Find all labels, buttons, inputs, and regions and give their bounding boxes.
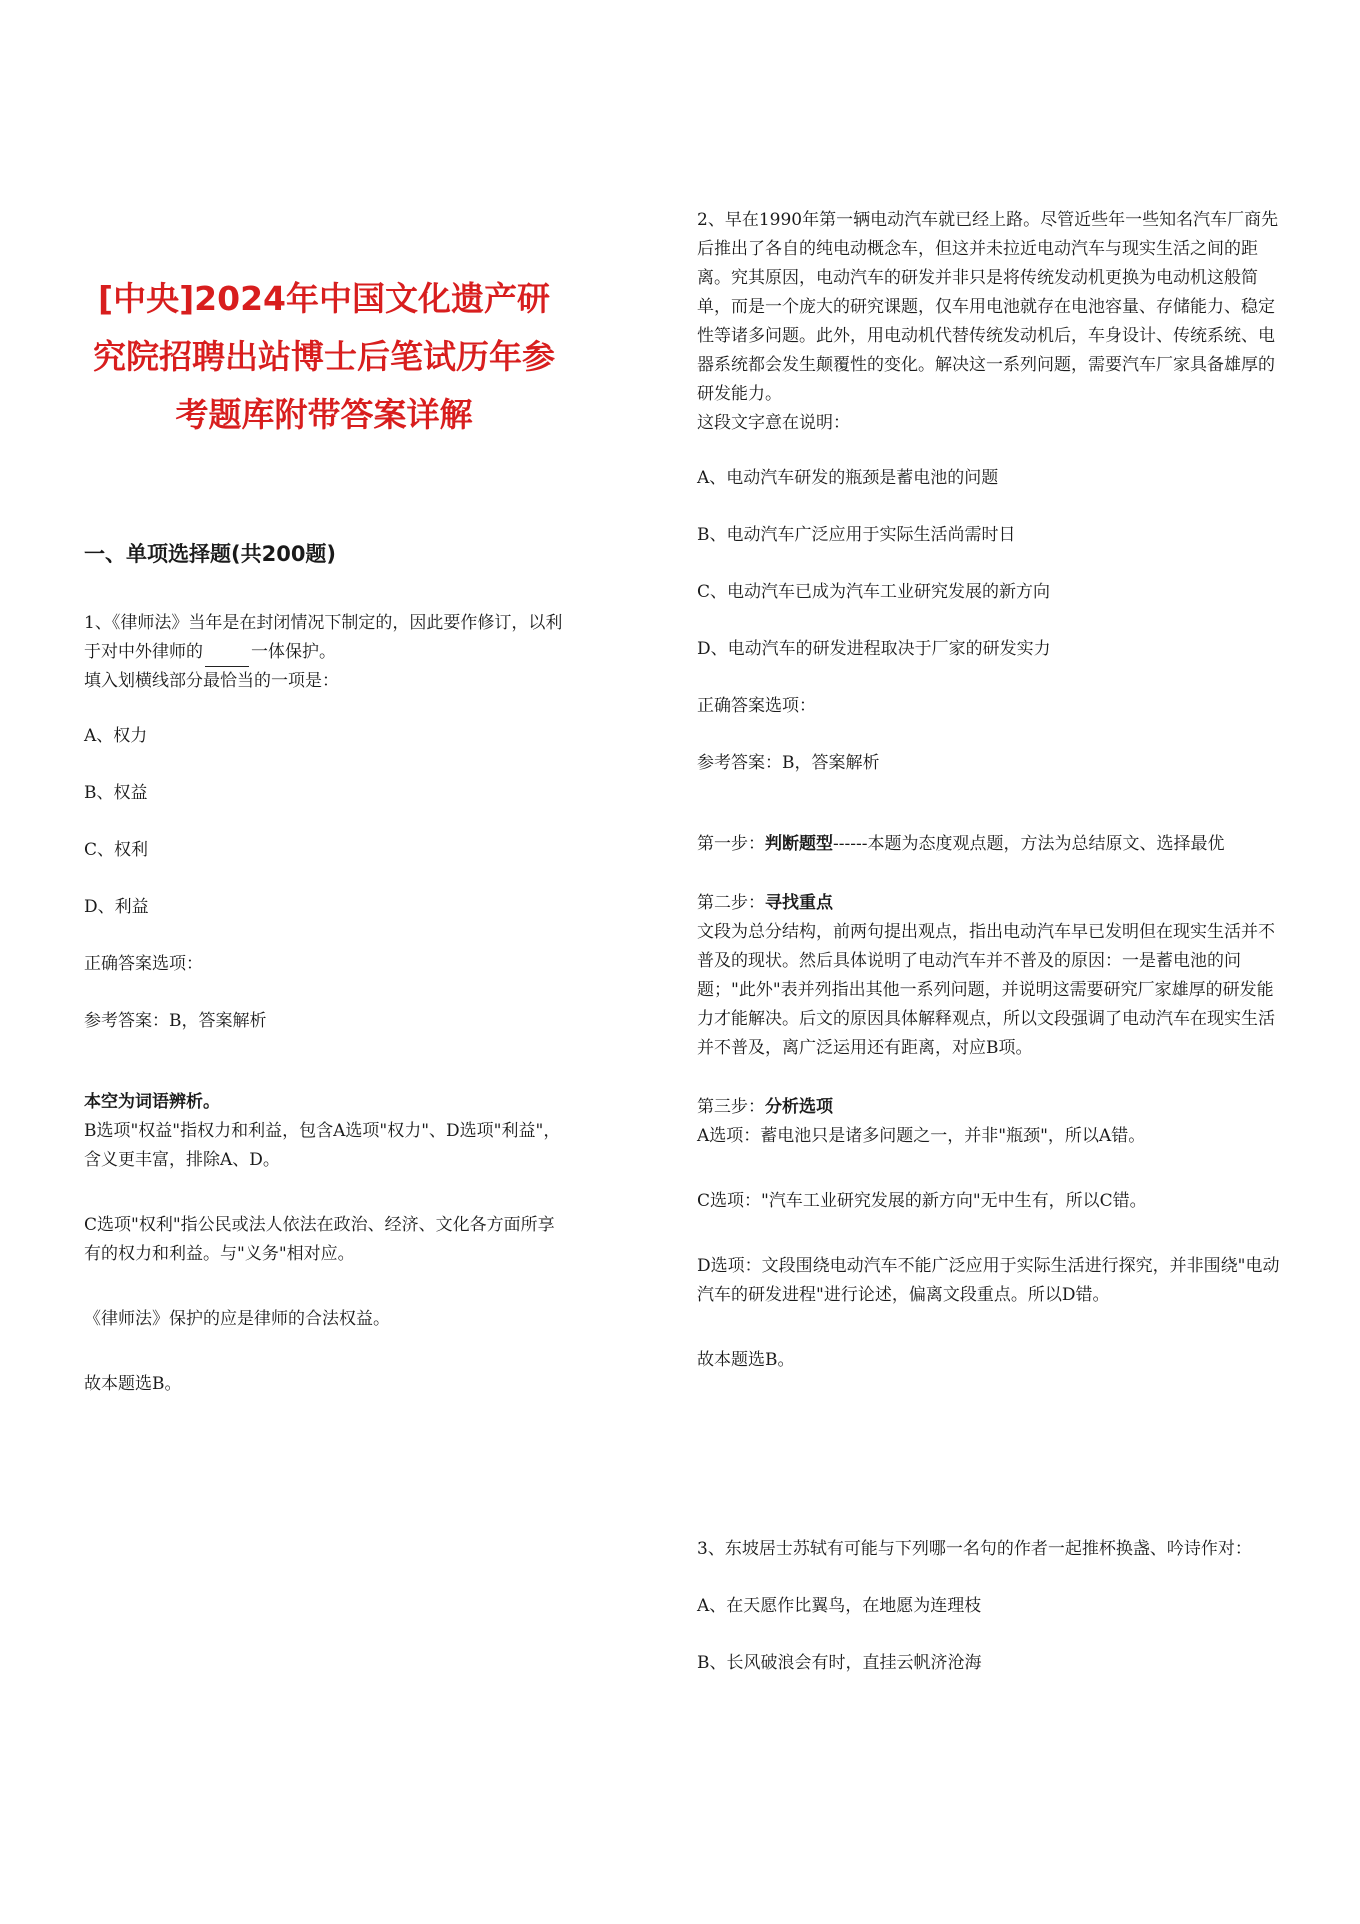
q2-step1-text: ------本题为态度观点题，方法为总结原文、选择最优 — [833, 834, 1225, 854]
q2-conclusion: 故本题选B。 — [697, 1350, 795, 1370]
q1-stem-part1: 1、《律师法》当年是在封闭情况下制定的，因此要作修订，以利于对中外律师的 — [84, 613, 563, 662]
q1-blank — [205, 648, 249, 667]
q2-step2-text: 文段为总分结构，前两句提出观点，指出电动汽车早已发明但在现实生活并不普及的现状。然后具体说明了电动汽车并不普及的原因：一是蓄电池的问题；"此外"表并列指出其他一系列问题，并说明这需要研究厂家雄厚的研发能力才能解决。后文的原因具体解释观点，所以文段强调了电动汽车在现实生活并不普及，离广泛运用还有距离，对应B项。 — [697, 922, 1275, 1058]
left-column — [84, 270, 564, 1399]
q2-step3-c: C选项："汽车工业研究发展的新方向"无中生有，所以C错。 — [697, 1191, 1147, 1211]
q1-option-b: B、权益 — [84, 783, 148, 803]
q1-conclusion: 故本题选B。 — [84, 1374, 182, 1394]
right-column — [697, 206, 1287, 1678]
q1-analysis-2: C选项"权利"指公民或法人依法在政治、经济、文化各方面所享有的权力和利益。与"义务"相对应。 — [84, 1215, 555, 1264]
q2-step1 — [697, 830, 1287, 859]
question-1 — [84, 609, 564, 1399]
section-heading: 一、单项选择题(共200题) — [84, 542, 337, 566]
q2-step2-heading: 寻找重点 — [765, 893, 833, 913]
q1-option-d: D、利益 — [84, 897, 149, 917]
q2-step3-heading: 分析选项 — [765, 1097, 833, 1117]
q2-step1-prefix: 第一步： — [697, 834, 765, 854]
q1-stem-part2: 一体保护。 — [251, 642, 336, 662]
q2-correct-label: 正确答案选项： — [697, 696, 816, 716]
q2-option-c: C、电动汽车已成为汽车工业研究发展的新方向 — [697, 582, 1051, 602]
q1-correct-label: 正确答案选项： — [84, 954, 203, 974]
q1-option-a: A、权力 — [84, 726, 148, 746]
q3-stem: 3、东坡居士苏轼有可能与下列哪一名句的作者一起推杯换盏、吟诗作对： — [697, 1539, 1252, 1559]
q1-analysis-3: 《律师法》保护的应是律师的合法权益。 — [84, 1309, 390, 1329]
q2-step3-a: A选项：蓄电池只是诸多问题之一，并非"瓶颈"，所以A错。 — [697, 1126, 1146, 1146]
question-2 — [697, 206, 1287, 1375]
q2-step2-title — [697, 889, 1287, 918]
q1-analysis-title: 本空为词语辨析。 — [84, 1092, 220, 1112]
q2-step3-d: D选项：文段围绕电动汽车不能广泛应用于实际生活进行探究，并非围绕"电动汽车的研发进程"进行论述，偏离文段重点。所以D错。 — [697, 1256, 1280, 1305]
q2-stem: 2、早在1990年第一辆电动汽车就已经上路。尽管近些年一些知名汽车厂商先后推出了各自的纯电动概念车，但这并未拉近电动汽车与现实生活之间的距离。究其原因，电动汽车的研发并非只是将传统发动机更换为电动机这般简单，而是一个庞大的研究课题，仅车用电池就存在电池容量、存储能力、稳定性等诸多问题。此外，用电动机代替传统发动机后，车身设计、传统系统、电器系统都会发生颠覆性的变化。解决这一系列问题，需要汽车厂家具备雄厚的研发能力。 — [697, 210, 1279, 404]
q2-step3-title — [697, 1093, 1287, 1122]
q3-option-b: B、长风破浪会有时，直挂云帆济沧海 — [697, 1653, 982, 1673]
q2-step3-prefix: 第三步： — [697, 1097, 765, 1117]
q1-stem — [84, 609, 564, 667]
q2-option-d: D、电动汽车的研发进程取决于厂家的研发实力 — [697, 639, 1051, 659]
document-title: [中央]2024年中国文化遗产研究院招聘出站博士后笔试历年参考题库附带答案详解 — [93, 279, 555, 434]
q1-reference-answer: 参考答案：B，答案解析 — [84, 1011, 267, 1031]
q1-option-c: C、权利 — [84, 840, 149, 860]
q2-reference-answer: 参考答案：B，答案解析 — [697, 753, 880, 773]
q3-option-a: A、在天愿作比翼鸟，在地愿为连理枝 — [697, 1596, 982, 1616]
q2-option-b: B、电动汽车广泛应用于实际生活尚需时日 — [697, 525, 1016, 545]
q1-instruction: 填入划横线部分最恰当的一项是： — [84, 671, 339, 691]
q1-analysis-1: B选项"权益"指权力和利益，包含A选项"权力"、D选项"利益"，含义更丰富，排除A、D。 — [84, 1121, 561, 1170]
q2-step2-prefix: 第二步： — [697, 893, 765, 913]
q2-question: 这段文字意在说明： — [697, 413, 850, 433]
question-3 — [697, 1535, 1287, 1678]
q2-step1-heading: 判断题型 — [765, 834, 833, 854]
q2-option-a: A、电动汽车研发的瓶颈是蓄电池的问题 — [697, 468, 999, 488]
